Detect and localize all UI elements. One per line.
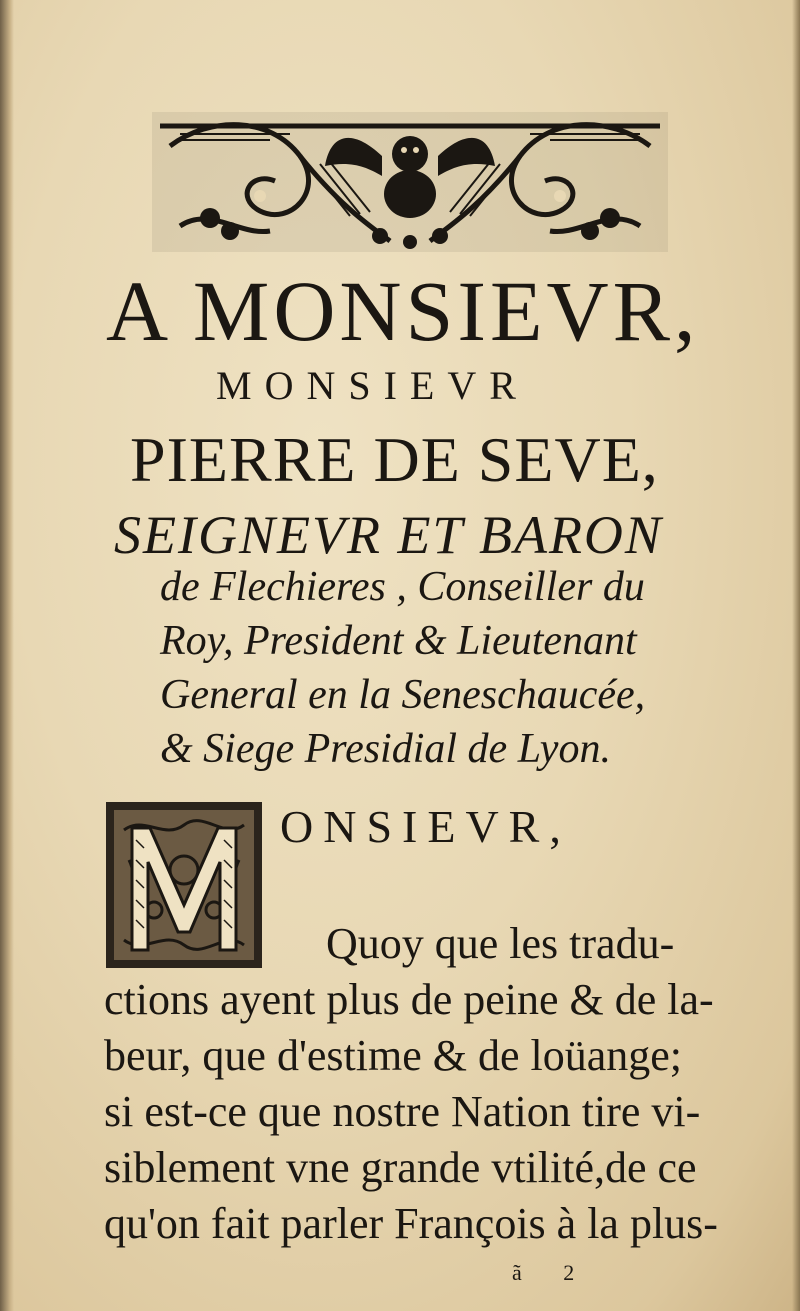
body-line-3: beur, que d'estime & de loüange; <box>104 1031 682 1080</box>
dropcap-m-ornament <box>104 800 264 970</box>
headpiece-ornament <box>150 106 670 256</box>
dedication-line-1: SEIGNEVR ET BARON <box>114 505 663 565</box>
title-line-1: A MONSIEVR, <box>106 263 700 359</box>
dedication-line-4: General en la Seneschaucée, <box>160 672 646 718</box>
salutation: ONSIEVR, <box>280 801 571 852</box>
body-line-4: si est-ce que nostre Nation tire vi- <box>104 1087 701 1136</box>
body-line-6: qu'on fait parler François à la plus- <box>104 1199 718 1248</box>
title-line-2: MONSIEVR <box>216 363 529 408</box>
body-line-5: siblement vne grande vtilité,de ce <box>104 1143 697 1192</box>
title-line-3: PIERRE DE SEVE, <box>130 424 659 495</box>
dedication-line-2: de Flechieres , Conseiller du <box>160 564 645 610</box>
body-line-1: Quoy que les tradu- <box>326 919 675 968</box>
signature-mark: ã 2 <box>512 1260 593 1285</box>
dedication-line-3: Roy, President & Lieutenant <box>160 618 637 664</box>
body-line-2: ctions ayent plus de peine & de la- <box>104 975 714 1024</box>
dedication-line-5: & Siege Presidial de Lyon. <box>160 726 611 772</box>
